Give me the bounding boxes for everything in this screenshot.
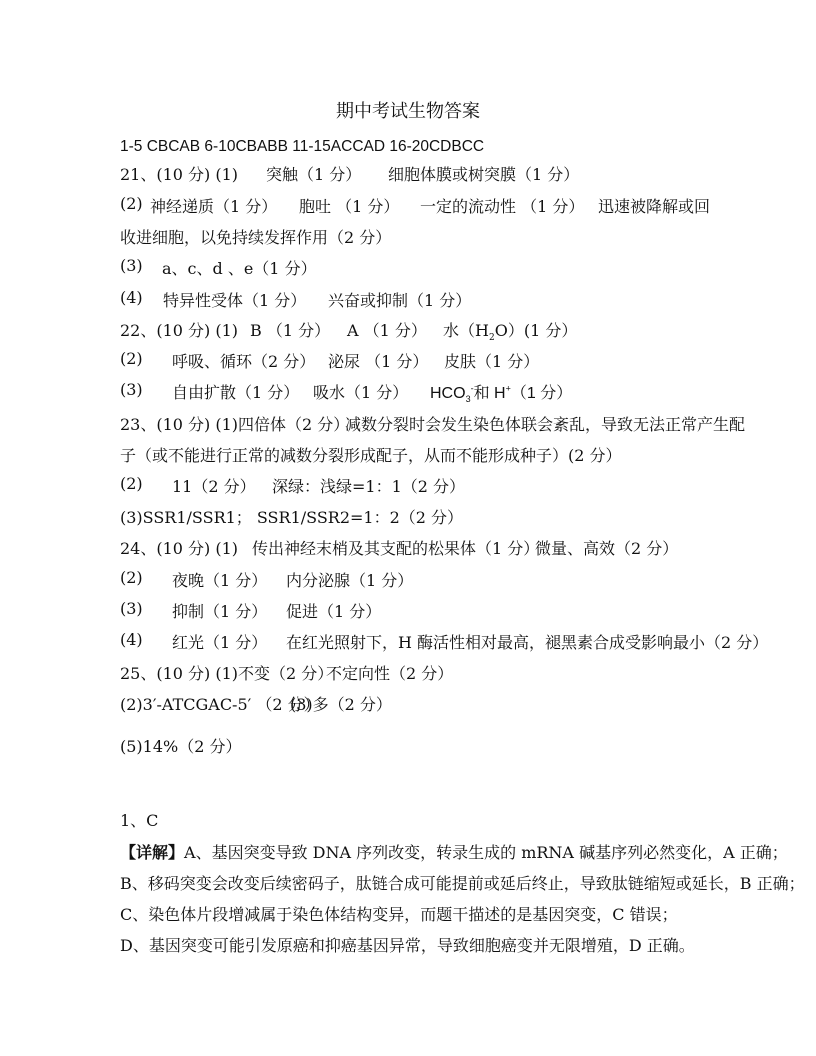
q22-part2-b: 泌尿 （1 分） xyxy=(328,352,429,371)
page-title: 期中考试生物答案 xyxy=(336,101,480,122)
q22-answer-3 xyxy=(443,318,577,343)
detail-line-d: D、基因突变可能引发原癌和抑癌基因异常，导致细胞癌变并无限增殖，D 正确。 xyxy=(120,936,695,955)
q24-part3-b: 促进（1 分） xyxy=(286,602,382,621)
q22-answer-1: B （1 分） xyxy=(250,321,331,340)
q21-part2-a: 神经递质（1 分） xyxy=(150,197,278,216)
q25-head: 25、(10 分) (1)不变（2 分） xyxy=(120,664,334,683)
q25-part5: (5)14%（2 分） xyxy=(120,737,242,756)
q24-answer-2: 微量、高效（2 分） xyxy=(535,539,679,558)
multiple-choice-answers: 1-5 CBCAB 6-10CBABB 11-15ACCAD 16-20CDBCC xyxy=(120,138,485,155)
detail-line-a xyxy=(120,840,788,863)
q23-answer-2: 减数分裂时会发生染色体联会紊乱，导致无法正常产生配 xyxy=(345,415,746,434)
q22-answer-2: A （1 分） xyxy=(347,321,427,340)
q22-head: 22、(10 分) (1) xyxy=(120,321,239,340)
detail-line-b: B、移码突变会改变后续密码子，肽链合成可能提前或延后终止，导致肽链缩短或延长，B 正确； xyxy=(120,874,805,893)
q23-head: 23、(10 分) (1)四倍体（2 分） xyxy=(120,415,350,434)
q22-part3-c-sup1: - xyxy=(470,383,474,394)
q24-part3-num: (3) xyxy=(120,599,143,618)
q22-part3-a: 自由扩散（1 分） xyxy=(172,383,300,402)
q21-part4-a: 特异性受体（1 分） xyxy=(163,291,307,310)
q22-part2-num: (2) xyxy=(120,349,143,368)
q21-part3-a: a、c、d 、e（1 分） xyxy=(162,259,317,278)
q22-answer-3-sub: 2 xyxy=(488,333,495,344)
q21-part4-b: 兴奋或抑制（1 分） xyxy=(328,291,472,310)
q24-part2-a: 夜晚（1 分） xyxy=(172,571,268,590)
q24-part4-num: (4) xyxy=(120,630,143,649)
q22-part3-b: 吸水（1 分） xyxy=(313,383,409,402)
q24-answer-1: 传出神经末梢及其支配的松果体（1 分） xyxy=(252,539,540,558)
q21-part4-num: (4) xyxy=(120,288,143,307)
q21-part3-num: (3) xyxy=(120,256,143,275)
q22-part3-c-sup2: + xyxy=(505,383,511,394)
q22-answer-3-post: O）(1 分） xyxy=(494,321,578,340)
q21-part2-b: 胞吐 （1 分） xyxy=(299,197,400,216)
q24-part4-a: 红光（1 分） xyxy=(172,633,268,652)
q22-part2-a: 呼吸、循环（2 分） xyxy=(172,352,316,371)
detail-tag: 【详解】 xyxy=(120,843,185,862)
q25-answer-2: 不定向性（2 分） xyxy=(326,664,454,683)
q24-part2-b: 内分泌腺（1 分） xyxy=(286,571,414,590)
q21-part2-cont: 收进细胞，以免持续发挥作用（2 分） xyxy=(120,228,392,247)
q22-part3-c-post: （1 分） xyxy=(510,385,573,402)
q23-part2-b: 深绿：浅绿=1：1（2 分） xyxy=(272,477,466,496)
q25-part3: (3)多（2 分） xyxy=(290,695,392,714)
q21-head: 21、(10 分) (1) xyxy=(120,165,239,184)
q21-answer-1: 突触（1 分） xyxy=(266,165,362,184)
detail-question-number: 1、C xyxy=(120,811,159,830)
q24-part3-a: 抑制（1 分） xyxy=(172,602,268,621)
q21-answer-2: 细胞体膜或树突膜（1 分） xyxy=(388,165,580,184)
q24-part4-b: 在红光照射下，H 酶活性相对最高，褪黑素合成受影响最小（2 分） xyxy=(286,633,769,652)
detail-line-c: C、染色体片段增减属于染色体结构变异，而题干描述的是基因突变，C 错误； xyxy=(120,905,678,924)
q24-head: 24、(10 分) (1) xyxy=(120,539,239,558)
q22-part3-c-sub: 3 xyxy=(465,394,471,405)
q22-part3-num: (3) xyxy=(120,380,143,399)
q22-part3-c-pre: HCO xyxy=(430,385,466,402)
q21-part2-d: 迅速被降解或回 xyxy=(598,197,711,216)
q23-part2-num: (2) xyxy=(120,474,143,493)
detail-line-a-text: A、基因突变导致 DNA 序列改变，转录生成的 mRNA 碱基序列必然变化，A 正确； xyxy=(184,843,788,862)
q23-part3: (3)SSR1/SSR1； SSR1/SSR2=1：2（2 分） xyxy=(120,508,464,527)
q23-part2-a: 11（2 分） xyxy=(172,477,256,496)
q22-part3-c xyxy=(430,380,572,404)
q21-part2-num: (2) xyxy=(120,194,143,213)
q22-answer-3-pre: 水（H xyxy=(443,321,489,340)
q21-part2-c: 一定的流动性 （1 分） xyxy=(420,197,585,216)
q22-part3-c-mid: 和 H xyxy=(473,385,506,402)
q23-cont: 子（或不能进行正常的减数分裂形成配子，从而不能形成种子）(2 分） xyxy=(120,446,622,465)
q22-part2-c: 皮肤（1 分） xyxy=(444,352,540,371)
q25-part2: (2)3′-ATCGAC-5′ （2 分） xyxy=(120,695,320,714)
q24-part2-num: (2) xyxy=(120,568,143,587)
